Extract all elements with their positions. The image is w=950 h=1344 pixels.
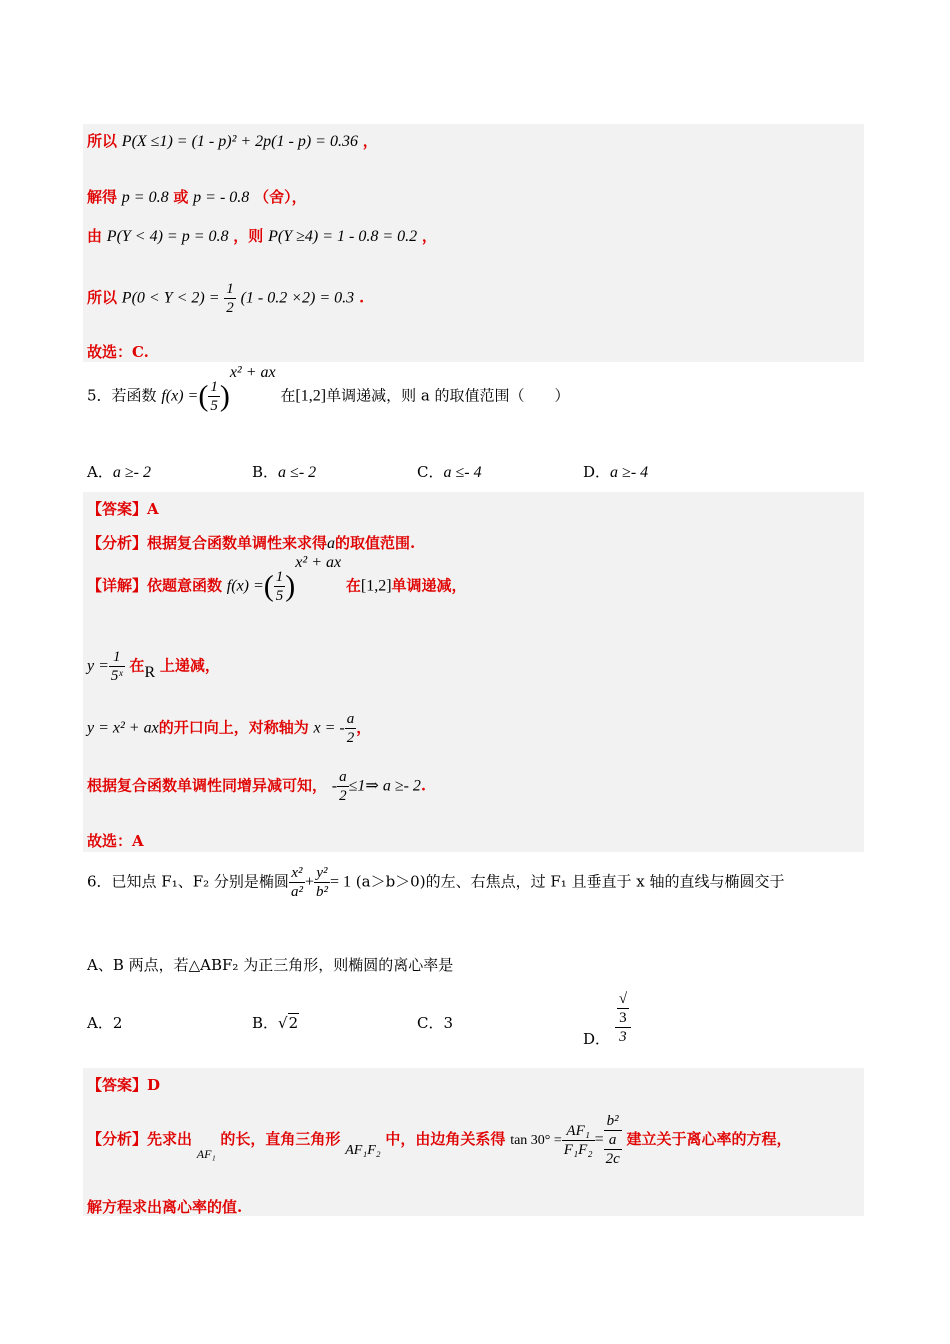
q5-base-fraction: $\frac{1}{5}$: [210, 379, 218, 414]
sol6-answer: 【答案】D: [87, 1076, 161, 1094]
sol5-concl-fraction: $\frac{a}{2}$: [339, 769, 347, 804]
q6-stem-line2: A、B 两点，若△ABF₂ 为正三角形，则椭圆的离心率是: [87, 956, 454, 974]
sol5-answer: 【答案】A: [87, 500, 159, 518]
q5-option-a[interactable]: A．a ≥- 2: [87, 463, 151, 481]
sol5-y1: y = $\frac{1}{\text{5ˣ}}$ 在R 上递减，: [87, 649, 220, 684]
q5-option-d[interactable]: D．a ≥- 4: [583, 463, 649, 481]
sol6-frac-compound: b² a 2c: [605, 1113, 620, 1167]
sol5-conclusion: 根据复合函数单调性同增异减可知， - $\frac{a}{2}$ ≤1⇒ a ≥- 2.: [87, 769, 427, 804]
sqrt-icon: √: [278, 1014, 288, 1032]
sqrt-icon: √: [618, 991, 628, 1007]
sol5-final: 故选：A: [87, 832, 144, 850]
q5-stem: 5．若函数 f(x) =( $\frac{1}{5}$ )$^{x^2 + ax}$ 在[1,2]单调递减，则 a 的取值范围（ ）: [87, 363, 570, 414]
sol5-axis-fraction: $\frac{a}{2}$: [346, 711, 355, 746]
sol5-analysis: 【分析】根据复合函数单调性来求得a的取值范围.: [87, 534, 416, 552]
sol6-analysis: 【分析】先求出 $_{AF_1}$ 的长，直角三角形 AF₁F₂ 中，由边角关系得 tan 30° = $\frac{\text{AF₁}}{\text{F₁F₂}}$ = b² a 2c 建立关于离心率的方程，: [87, 1113, 792, 1167]
sol6-analysis-line2: 解方程求出离心率的值.: [87, 1198, 243, 1216]
q6-option-d-fraction: √ 3 3: [615, 990, 631, 1046]
sol4-line-3: 由 P(Y < 4) = p = 0.8 ，则 P(Y ≥4) = 1 - 0.8 = 0.2 ，: [87, 227, 437, 245]
fraction-half: $\frac{1}{2}$: [226, 281, 234, 316]
sol4-line-1: 所以 P(X ≤1) = (1 - p)² + 2p(1 - p) = 0.36 ，: [87, 132, 378, 150]
q6-stem: 6．已知点 F₁、F₂ 分别是椭圆 $\frac{\text{x²}}{\text{a²}}$ + $\frac{\text{y²}}{\text{b²}}$ = 1 (a＞b＞0)的左、右焦点，过 F₁ 且垂直于 x 轴的直线与椭圆交于: [87, 865, 785, 900]
q6-option-d[interactable]: D． √ 3 3: [583, 990, 631, 1046]
sol5-y2: y = x² + ax的开口向上，对称轴为 x = - $\frac{a}{2}$ ，: [87, 711, 372, 746]
q6-option-a[interactable]: A．2: [87, 1014, 123, 1032]
sol4-choice: 故选：C.: [87, 343, 149, 361]
sol6-frac-ratio: $\frac{\text{AF₁}}{\text{F₁F₂}}$: [563, 1122, 593, 1158]
sol4-line-2: 解得 p = 0.8 或 p = - 0.8 （舍），: [87, 188, 307, 206]
q5-option-c[interactable]: C．a ≤- 4: [417, 463, 482, 481]
sol5-base-fraction: $\frac{1}{5}$: [275, 569, 284, 604]
q5-option-b[interactable]: B．a ≤- 2: [252, 463, 317, 481]
q6-fraction-y: $\frac{\text{y²}}{\text{b²}}$: [315, 865, 328, 900]
q6-fraction-x: $\frac{\text{x²}}{\text{a²}}$: [290, 865, 303, 900]
sol5-y1-fraction: $\frac{1}{\text{5ˣ}}$: [110, 649, 123, 684]
sol5-detail: 【详解】依题意函数 f(x) =( $\frac{1}{5}$ )$^{x^2 + ax}$ 在[1,2]单调递减，: [87, 553, 467, 604]
q6-option-b[interactable]: B．√2: [252, 1014, 299, 1032]
sol4-line-4: 所以 P(0 < Y < 2) = $\frac{1}{2}$ (1 - 0.2 ×2) = 0.3 .: [87, 281, 365, 316]
q6-option-c[interactable]: C．3: [417, 1014, 454, 1032]
